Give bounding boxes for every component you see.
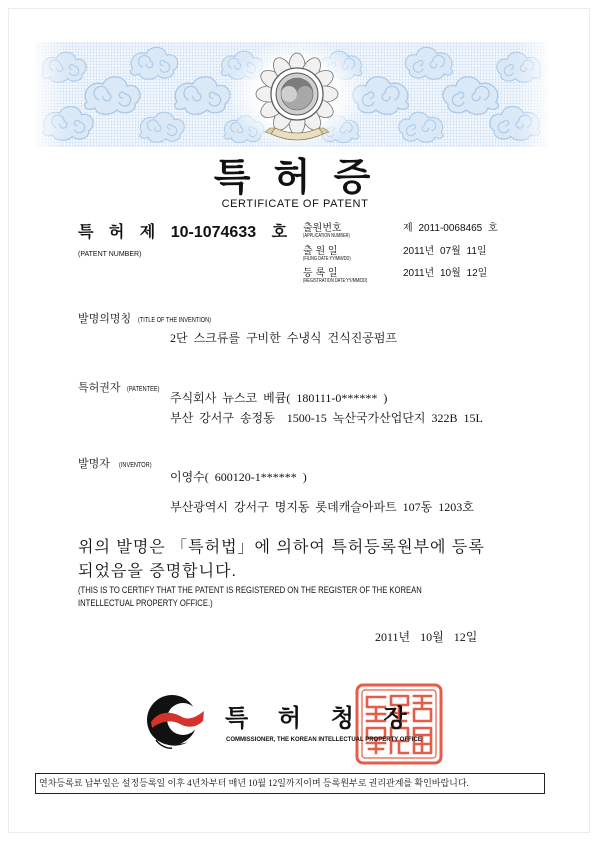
patentee-label: 특허권자 [78,382,121,394]
decorative-banner [35,42,548,147]
info-value: 제 2011-0068465 호 [403,223,498,234]
info-label-en: (APPLICATION NUMBER) [303,233,350,239]
inventor-label: 발명자 [78,458,110,470]
inventor-address: 부산광역시 강서구 명지동 롯데캐슬아파트 107동 1203호 [170,500,474,514]
document-title: 특 허 증 [213,155,371,199]
issuer-title-en: COMMISSIONER, THE KOREAN INTELLECTUAL PROPERTY OFFICE [226,737,422,743]
info-label: 등 록 일 [303,268,338,279]
footer-note-box [35,773,545,794]
certification-en-line-2: INTELLECTUAL PROPERTY OFFICE.) [78,598,213,608]
info-value: 2011년 07월 11일 [403,246,487,257]
info-value: 2011년 10월 12일 [403,268,488,279]
info-label: 출 원 일 [303,246,338,257]
info-label: 출원번호 [303,223,342,234]
document-subtitle: CERTIFICATE OF PATENT [221,198,369,210]
patentee-label-en: (PATENTEE) [127,386,160,393]
patentee-address: 부산 강서구 송정동 1500-15 녹산국가산업단지 322B 15L [170,411,483,425]
issue-date: 2011년 10월 12일 [375,630,478,644]
certification-line-2: 되었음을 증명합니다. [78,563,237,580]
inventor-label-en: (INVENTOR) [119,462,152,469]
issuer-title: 특 허 청 장 [225,705,407,732]
patent-number: 특 허 제 10-1074633 호 [78,224,288,241]
info-label-en: (REGISTRATION DATE:YY/MM/DD) [303,278,368,284]
info-label-en: (FILING DATE:YY/MM/DD) [303,256,351,262]
kipo-logo-icon [142,692,210,752]
invention-label-en: (TITLE OF THE INVENTION) [138,317,212,324]
inventor-name: 이영수( 600120-1****** ) [170,470,307,484]
certification-line-1: 위의 발명은 「특허법」에 의하여 특허등록원부에 등록 [78,539,485,556]
invention-title: 2단 스크류를 구비한 수냉식 건식진공펌프 [170,331,398,345]
invention-label: 발명의명칭 [78,313,132,325]
footer-note: 연차등록료 납부일은 설정등록일 이후 4년차부터 매년 10월 12일까지이며 등록원부로 권리관계를 확인바랍니다. [39,778,469,788]
certification-en-line-1: (THIS IS TO CERTIFY THAT THE PATENT IS REGISTERED ON THE REGISTER OF THE KOREAN [78,585,422,595]
patentee-name: 주식회사 뉴스코 베큠( 180111-0****** ) [170,391,388,405]
patent-number-label-en: (PATENT NUMBER) [78,251,142,258]
